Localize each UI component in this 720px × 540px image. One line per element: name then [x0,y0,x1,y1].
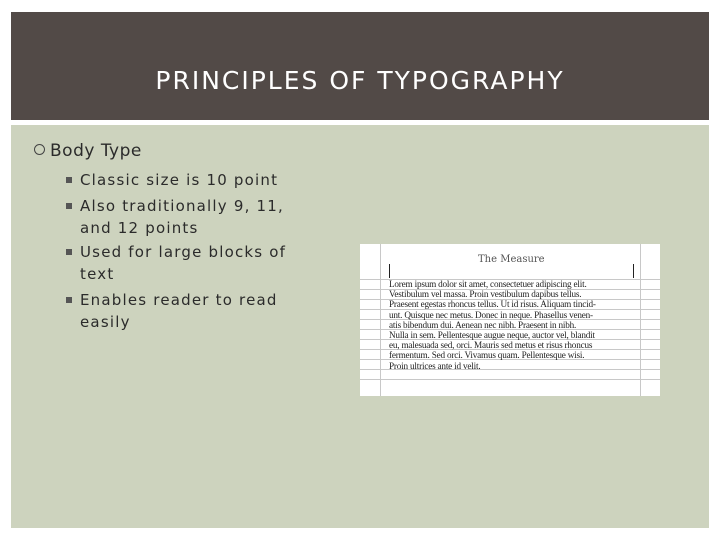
sub-bullet-text: Classic size is 10 point [80,171,279,189]
sub-bullet-text: easily [80,313,131,331]
measure-caption: The Measure [478,254,545,265]
sub-bullet-2 [66,195,296,239]
grid-line [640,244,641,396]
square-bullet-icon [66,249,72,255]
main-bullet-text: Body Type [50,141,142,161]
sample-text-line: Proin ultrices ante id velit. [389,360,481,371]
sample-text-line: eu, malesuada sed, orci. Mauris sed metus et risus rhoncus [389,340,593,351]
grid-line [380,244,381,396]
square-bullet-icon [66,203,72,209]
sub-bullet-text: and 12 points [80,219,199,237]
measure-figure [360,244,660,396]
measure-marker-right [633,264,634,278]
ring-bullet-icon [34,144,45,155]
sub-bullet-text: text [80,265,115,283]
square-bullet-icon [66,297,72,303]
slide-title-bar [11,12,709,120]
measure-marker-left [389,264,390,278]
sample-text-block [389,279,637,371]
main-bullet [34,141,142,161]
sample-text-line: fermentum. Sed orci. Vivamus quam. Pellentesque wisi. [389,350,585,361]
sub-bullet-text: Also traditionally 9, 11, [80,197,284,215]
sample-text-line: Nulla in sem. Pellentesque augue neque, auctor vel, blandit [389,330,595,341]
sample-text-line: Vestibulum vel massa. Proin vestibulum dapibus tellus. [389,289,582,300]
sample-text-line: atis bibendum dui. Aenean nec nibh. Praesent in nibh. [389,319,577,330]
sample-text-line: Lorem ipsum dolor sit amet, consectetuer adipiscing elit. [389,279,587,289]
sub-bullet-4 [66,289,296,333]
grid-line [360,379,660,380]
sub-bullet-text: Used for large blocks of [80,243,287,261]
sub-bullet-3 [66,241,296,285]
sub-bullet-text: Enables reader to read [80,291,278,309]
sample-text-line: Praesent egestas rhoncus tellus. Ut id risus. Aliquam tincid- [389,299,596,310]
square-bullet-icon [66,177,72,183]
sample-text-line: unt. Quisque nec metus. Donec in neque. Phasellus venen- [389,309,593,320]
sub-bullet-1 [66,169,296,191]
slide-title: PRINCIPLES OF TYPOGRAPHY [155,66,565,95]
